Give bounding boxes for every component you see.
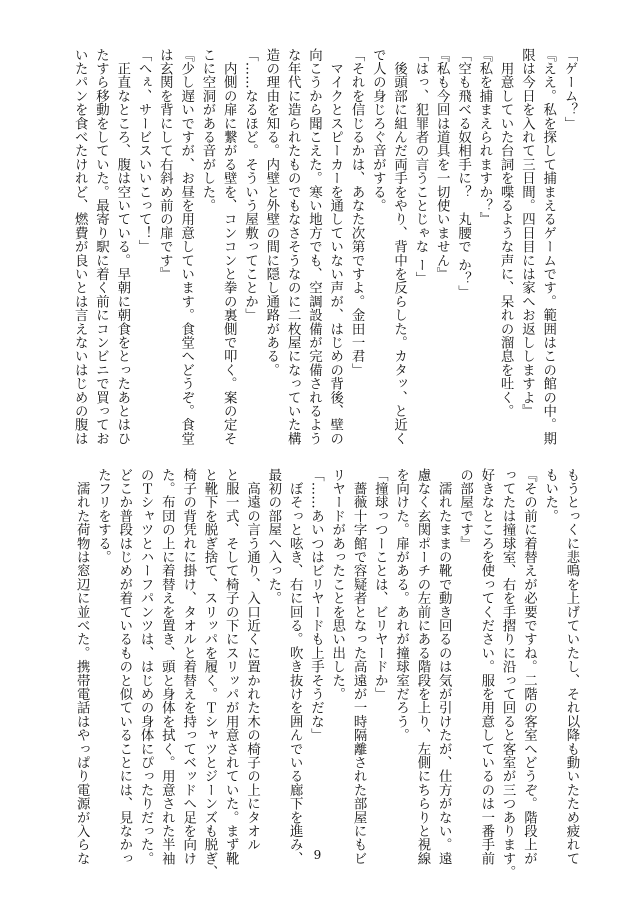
text-line: と服一式、そして椅子の下にスリッパが用意されていた。まず靴 — [223, 468, 239, 866]
text-line: 慮なく玄関ポーチの左前にある階段を上り、左側にちらりと視線 — [414, 468, 430, 866]
text-line: リヤードがあったことを思い出した。 — [329, 468, 345, 701]
text-line: 薔薇十字館で容疑者となった高遠が一時隔離された部屋にもビ — [351, 468, 367, 866]
text-line: 濡れたままの靴で動き回るのは気が引けたが、仕方がない。遠 — [436, 468, 452, 866]
text-line: 好きなところを使ってください。服を用意しているのは一番手前 — [478, 468, 494, 866]
text-line: 「へぇ、サービスいいこって！」 — [136, 48, 152, 254]
text-line: ってたは撞球室、右を手摺りに沿って回ると客室が三つあります。 — [500, 468, 516, 879]
page-number: 9 — [313, 848, 322, 862]
text-line: は玄関を背にして右斜め前の扉です』 — [157, 48, 173, 281]
text-line: 後頭部に組んだ両手をやり、背中を反らした。カタッ、と近く — [391, 48, 407, 446]
text-line: 濡れた荷物は窓辺に並べた。携帯電話はやっぱり電源が入らな — [74, 468, 90, 866]
text-line: 最初の部屋へ入った。 — [265, 468, 281, 605]
text-line: 「空も飛べる奴相手に？ 丸腰で か？」 — [455, 48, 471, 300]
text-line: 正直なところ、腹は空いている。早朝に朝食をとったあとはひ — [114, 48, 130, 446]
text-line: のＴシャツとハーフパンツは、はじめの身体にぴったりだった。 — [138, 468, 154, 866]
text-line: と靴下を脱ぎ捨て、スリッパを履く。Ｔシャツとジーンズも脱ぎ、 — [201, 468, 217, 879]
text-line: たすら移動をしていた。最寄り駅に着く前にコンビニで買ってお — [93, 48, 109, 446]
text-line: 『私も今回は道具を一切使いません』 — [434, 48, 450, 281]
text-line: 「はっ、犯罪者の言うことじゃな ー」 — [412, 48, 428, 286]
text-line: ぼそっと呟き、右に回る。吹き抜けを囲んでいる廊下を進み、 — [287, 468, 303, 866]
text-line: 向こうから聞こえた。寒い地方でも、空調設備が完備されるよう — [306, 48, 322, 446]
text-line: たフリをする。 — [95, 468, 111, 564]
text-line: 『ええ。私を探して捕まえるゲームです。範囲はこの館の中。期 — [540, 48, 556, 446]
text-line: 「……あいつはビリヤードも上手そうだな」 — [308, 468, 324, 742]
text-line: もうとっくに悲鳴を上げていたし、それ以降も動いたため疲れて — [564, 468, 579, 866]
text-line: 「……なるほど。そういう屋敷ってことか」 — [242, 48, 258, 322]
text-line: た。布団の上に着替えを置き、頭と身体を拭く。用意された半袖 — [159, 468, 175, 866]
text-line: 限は今日を入れて三日間。四日目には家へお返ししますよ』 — [519, 48, 535, 418]
text-line: 造の理由を知る。内壁と外壁の間に隠し通路がある。 — [263, 48, 279, 377]
text-line: 「撞球っつーことは、ビリヤードか」 — [372, 468, 388, 701]
text-line: 『少し遅いですが、お昼を用意しています。食堂へどうぞ。食堂 — [178, 48, 194, 446]
text-line: 『私を捕まえられますか？』 — [476, 48, 492, 227]
text-line: 「それを信じるかは、あなた次第ですよ。金田一君」 — [349, 48, 365, 377]
text-line: を向けた。扉がある。あれが撞球室だろう。 — [393, 468, 409, 742]
text-line: 「ゲーム？」 — [562, 48, 577, 131]
upper-text-block — [69, 48, 580, 446]
text-line: 内側の扉に繋がる壁を、コンコンと拳の裏側で叩く。案の定そ — [221, 48, 237, 446]
text-line: で人の身じろぐ音がする。 — [370, 48, 386, 213]
text-line: もいた。 — [542, 468, 558, 523]
text-line: どこか普段はじめが着ているものと似ていることには、見なかっ — [116, 468, 132, 866]
lower-text-block — [71, 468, 582, 879]
text-line: の部屋です』 — [457, 468, 473, 551]
text-line: マイクとスピーカーを通していない声が、はじめの背後、壁の — [327, 48, 343, 446]
text-line: 用意していた台詞を喋るような声に、呆れの溜息を吐く。 — [498, 48, 514, 418]
text-line: 椅子の背凭れに掛け、タオルと着替えを持ってベッドへ足を向け — [180, 468, 196, 866]
text-line: 高遠の言う通り、入口近くに置かれた木の椅子の上にタオル — [244, 468, 260, 852]
text-line: な年代に造られたものでもなさそうなのに二枚屋になっていた構 — [285, 48, 301, 446]
text-line: こに空洞がある音がした。 — [199, 48, 215, 213]
text-line: 『その前に着替えが必要ですね。二階の客室へどうぞ。階段上が — [521, 468, 537, 866]
text-line: いたパンを食べたけれど、燃費が良いとは言えないはじめの腹は — [72, 48, 88, 446]
